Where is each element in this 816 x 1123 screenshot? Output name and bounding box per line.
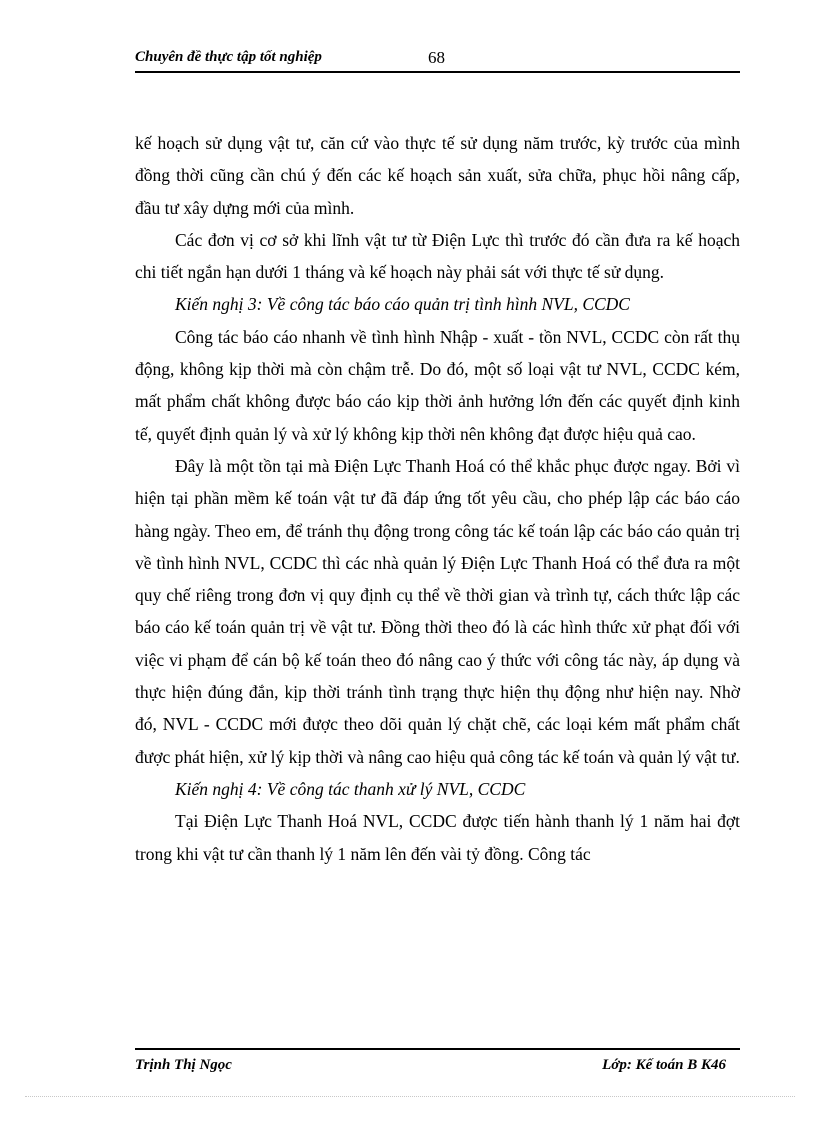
section-heading-recommendation-3: Kiến nghị 3: Về công tác báo cáo quản trị tình hình NVL, CCDC (175, 294, 630, 315)
paragraph-continuation: kế hoạch sử dụng vật tư, căn cứ vào thực tế sử dụng năm trước, kỳ trước của mình đồng thời cũng cần chú ý đến các kế hoạch sản xuất, sửa chữa, phục hồi nâng cấp, đầu tư xây dựng mới của mình. (135, 133, 740, 218)
paragraph: Đây là một tồn tại mà Điện Lực Thanh Hoá có thể khắc phục được ngay. Bởi vì hiện tại phần mềm kế toán vật tư đã đáp ứng tốt yêu cầu, cho phép lập các báo cáo hàng ngày. Theo em, để tránh thụ động trong công tác kế toán lập các báo cáo quản trị về tình hình NVL, CCDC thì các nhà quản lý Điện Lực Thanh Hoá có thể đưa ra một quy chế riêng trong đơn vị quy định cụ thể về thời gian và trình tự, cách thức lập các báo cáo kế toán quản trị về vật tư. Đồng thời theo đó là các hình thức xử phạt đối với việc vi phạm để cán bộ kế toán theo đó nâng cao ý thức với công tác này, áp dụng và thực hiện đúng đắn, kịp thời tránh tình trạng thực hiện thụ động như hiện nay. Nhờ đó, NVL - CCDC mới được theo dõi quản lý chặt chẽ, các loại kém mất phẩm chất được phát hiện, xử lý kịp thời và nâng cao hiệu quả công tác kế toán và quản lý vật tư. (135, 455, 740, 767)
paragraph: Tại Điện Lực Thanh Hoá NVL, CCDC được tiến hành thanh lý 1 năm hai đợt trong khi vật tư cần thanh lý 1 năm lên đến vài tỷ đồng. Công tác (135, 811, 740, 864)
paragraph: Các đơn vị cơ sở khi lĩnh vật tư từ Điện Lực thì trước đó cần đưa ra kế hoạch chi tiết ngắn hạn dưới 1 tháng và kế hoạch này phải sát với thực tế sử dụng. (135, 229, 740, 283)
author-name: Trịnh Thị Ngọc (135, 1057, 232, 1073)
page-footer (135, 1048, 740, 1080)
page-header (135, 47, 740, 73)
page-number: 68 (428, 48, 445, 67)
class-label: Lớp: Kế toán B K46 (602, 1057, 726, 1073)
page-edge-divider (25, 1096, 795, 1097)
document-title: Chuyên đề thực tập tốt nghiệp (135, 49, 322, 65)
paragraph: Công tác báo cáo nhanh về tình hình Nhập - xuất - tồn NVL, CCDC còn rất thụ động, không kịp thời mà còn chậm trễ. Do đó, một số loại vật tư NVL, CCDC kém, mất phẩm chất không được báo cáo kịp thời ảnh hưởng lớn đến các quyết định kinh tế, quyết định quản lý và xử lý không kịp thời nên không đạt được hiệu quả cao. (135, 326, 740, 444)
section-heading-recommendation-4: Kiến nghị 4: Về công tác thanh xử lý NVL, CCDC (175, 778, 526, 799)
document-body (135, 127, 740, 870)
